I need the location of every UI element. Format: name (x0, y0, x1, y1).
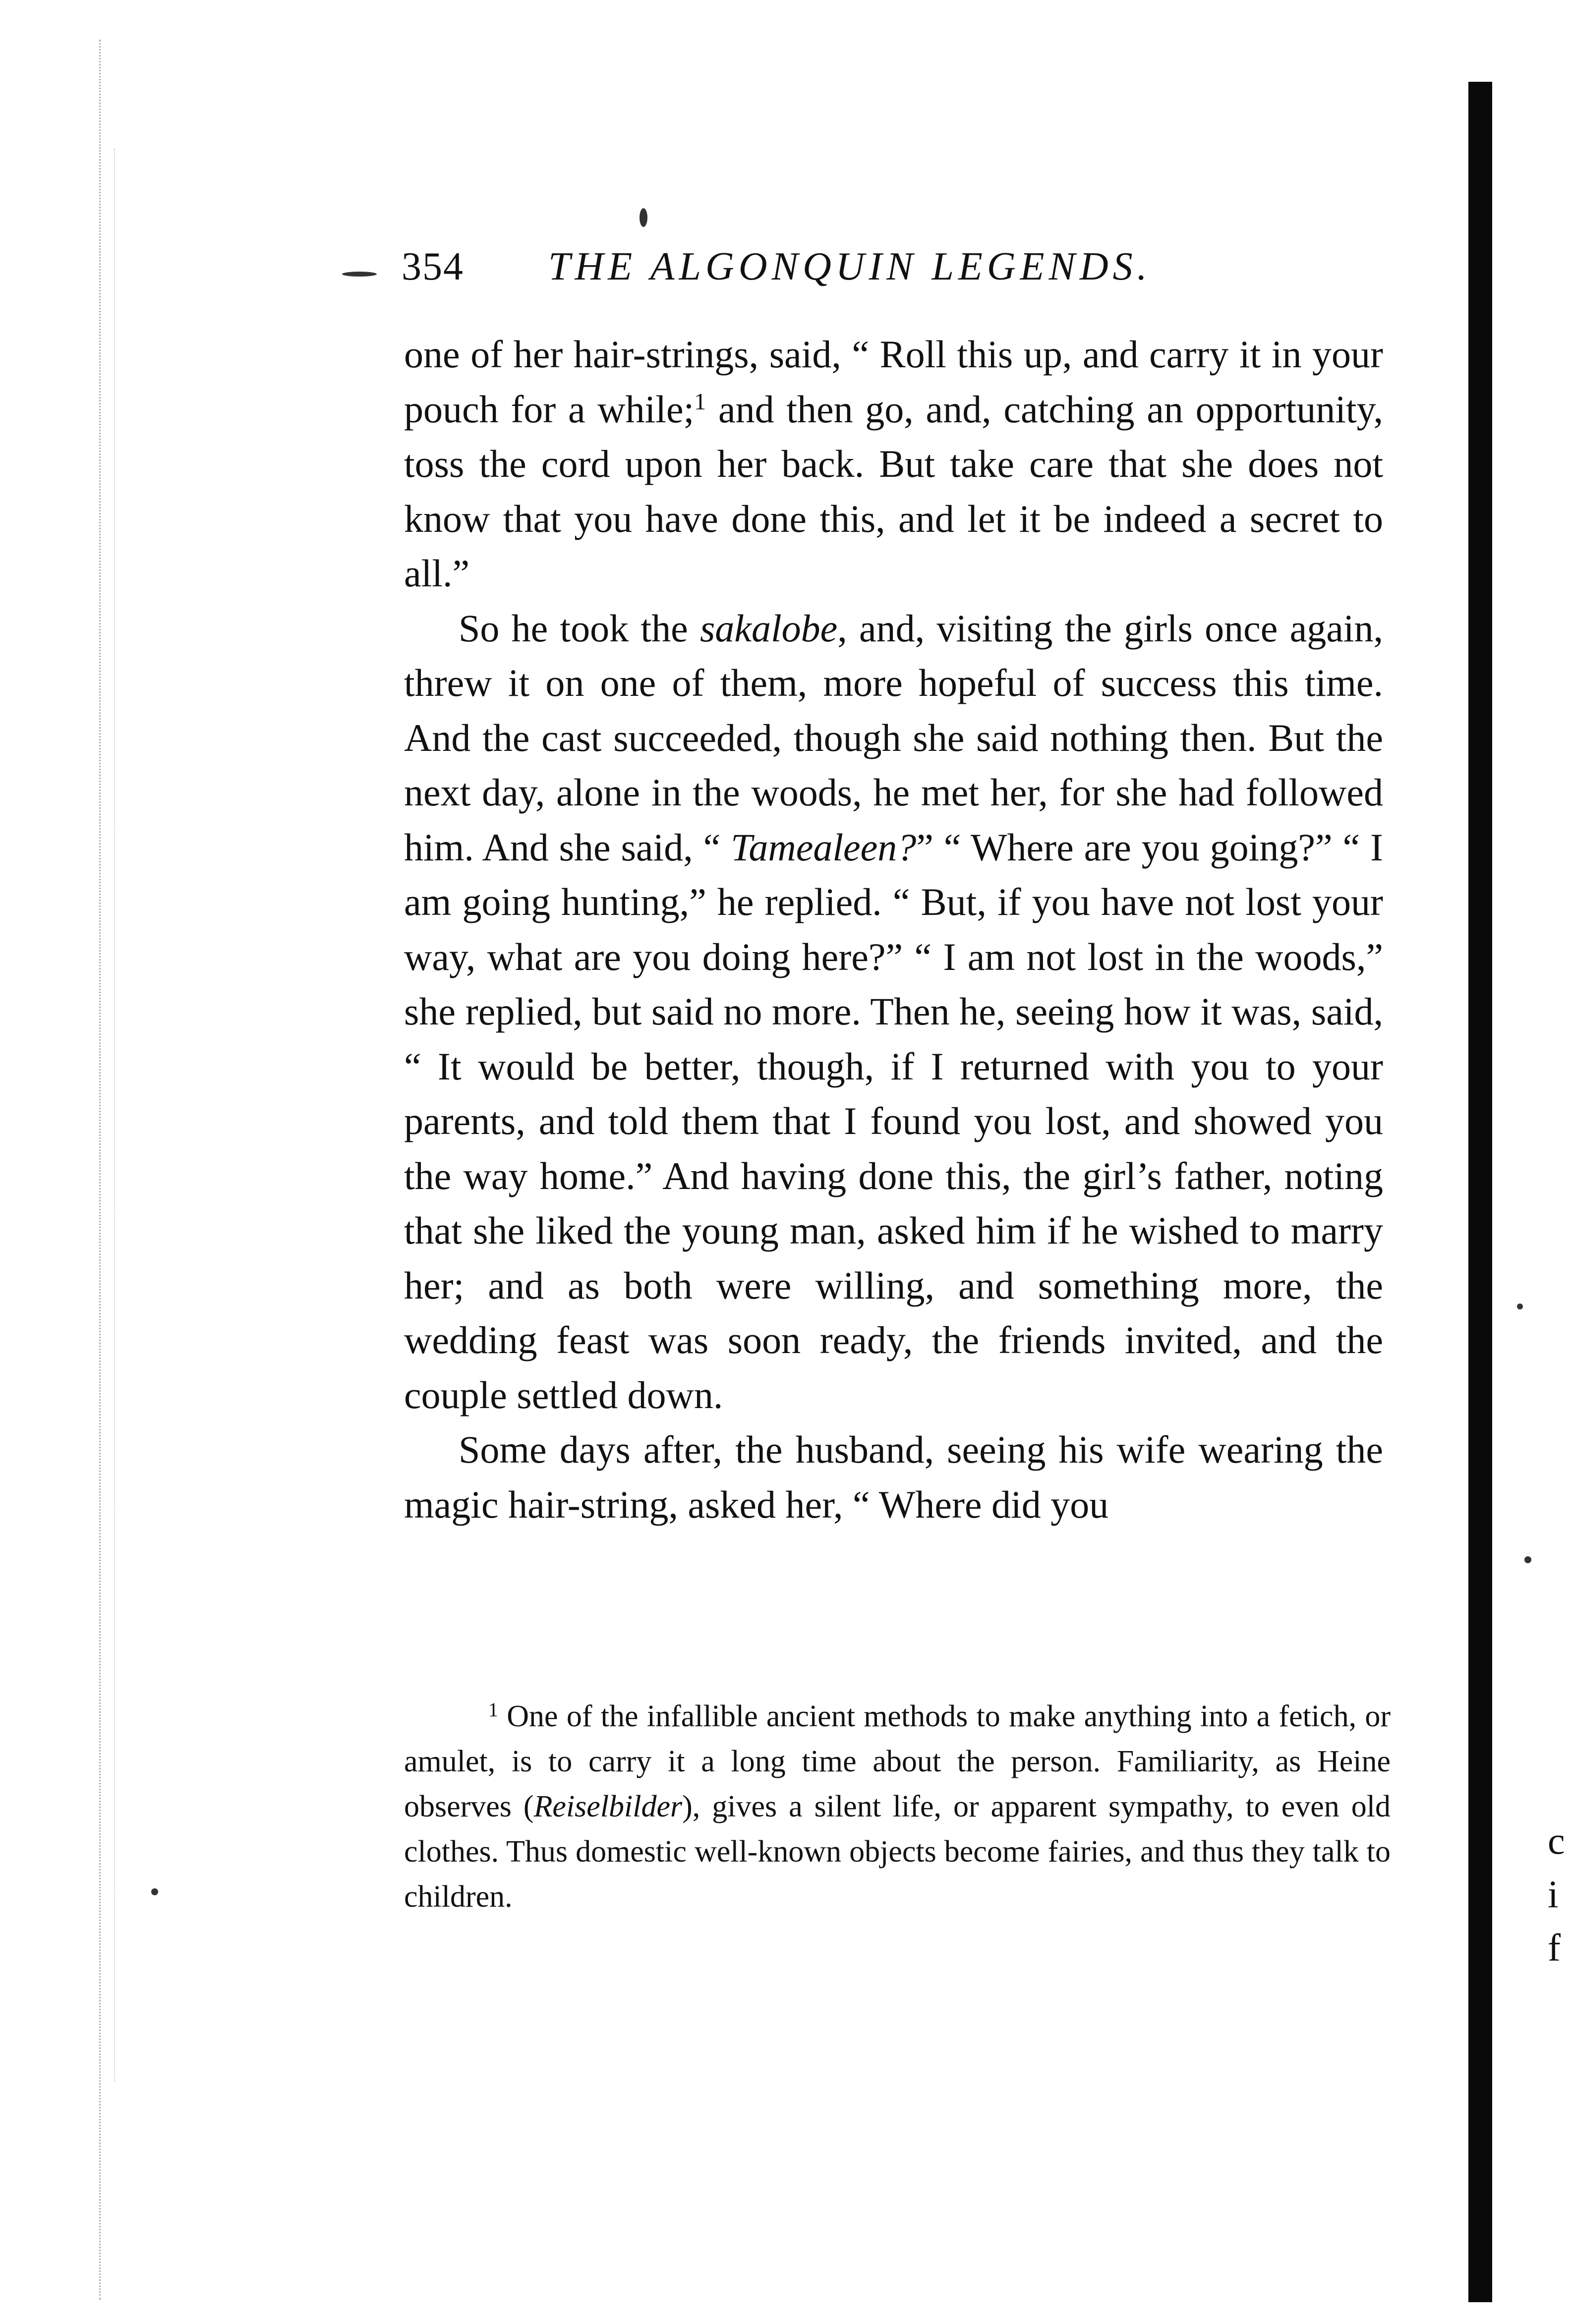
text-run: , and, visiting the girls once again, threw it on one of them, more hopeful of success this time. And the cast succeeded, though she said nothing then. But the next day, alone in the woods, he met her, for she had followed him. And she said, “ (404, 606, 1383, 869)
footnote-marker: 1 (694, 388, 706, 415)
paragraph (404, 601, 1383, 1423)
text-run: and then go, and, catching an opportunity, toss the cord upon her back. But take care that she does not know that you have done this, and let it be indeed a secret to all.” (404, 387, 1384, 595)
paragraph (404, 1422, 1383, 1532)
footnote-marker: 1 (488, 1699, 498, 1721)
body-text (404, 327, 1383, 1532)
scan-speck (640, 208, 647, 227)
text-run: Some days after, the husband, seeing his wife wearing the magic hair-string, asked her, “ Where did you (404, 1428, 1383, 1526)
footnote (404, 1694, 1391, 1920)
text-run: So he took the (459, 606, 700, 650)
italic-text: Tamealeen? (731, 825, 917, 869)
binding-gutter (99, 40, 106, 2300)
facing-fragment: f (1548, 1926, 1561, 1969)
facing-fragment: i (1548, 1872, 1559, 1916)
scan-speck (151, 1888, 158, 1895)
text-run: ), gives a silent life, or apparent sympathy, to even old clothes. Thus domestic well-known objects become fairies, and thus they talk to children. (404, 1790, 1391, 1914)
text-run: One of the infallible ancient methods to make anything into a fetich, or amulet, is to carry it a long time about the person. Familiarity, as Heine observes ( (404, 1700, 1391, 1823)
binding-gutter-inner (114, 149, 119, 2082)
paragraph (404, 327, 1383, 601)
italic-text: sakalobe (699, 606, 838, 650)
running-head (402, 237, 1393, 296)
text-run: ” “ Where are you going?” “ I am going hunting,” he replied. “ But, if you have not lost your way, what are you doing here?” “ I am not lost in the woods,” she replied, but said no more. Then he, seeing how it was, said, “ It would be better, though, if I returned with you to your parents, and told them that I found you lost, and showed you the way home.” And having done this, the girl’s father, noting that she liked the young man, asked him if he wished to marry her; and as both were willing, and something more, the wedding feast was soon ready, the friends invited, and the couple settled down. (404, 825, 1383, 1417)
text-run: one of her hair-strings, said, “ Roll this up, and carry it in your pouch for a while; (404, 333, 1383, 431)
scan-speck (1524, 1556, 1531, 1563)
facing-fragment: c (1548, 1819, 1565, 1862)
italic-text: Reiselbilder (533, 1790, 683, 1823)
facing-page-edge (1468, 82, 1492, 2302)
scan-speck (1517, 1304, 1523, 1309)
scan-speck (342, 272, 377, 277)
facing-page-fragments (1548, 1814, 1568, 1975)
page-number: 354 (402, 245, 464, 288)
running-title: THE ALGONQUIN LEGENDS. (548, 245, 1152, 288)
